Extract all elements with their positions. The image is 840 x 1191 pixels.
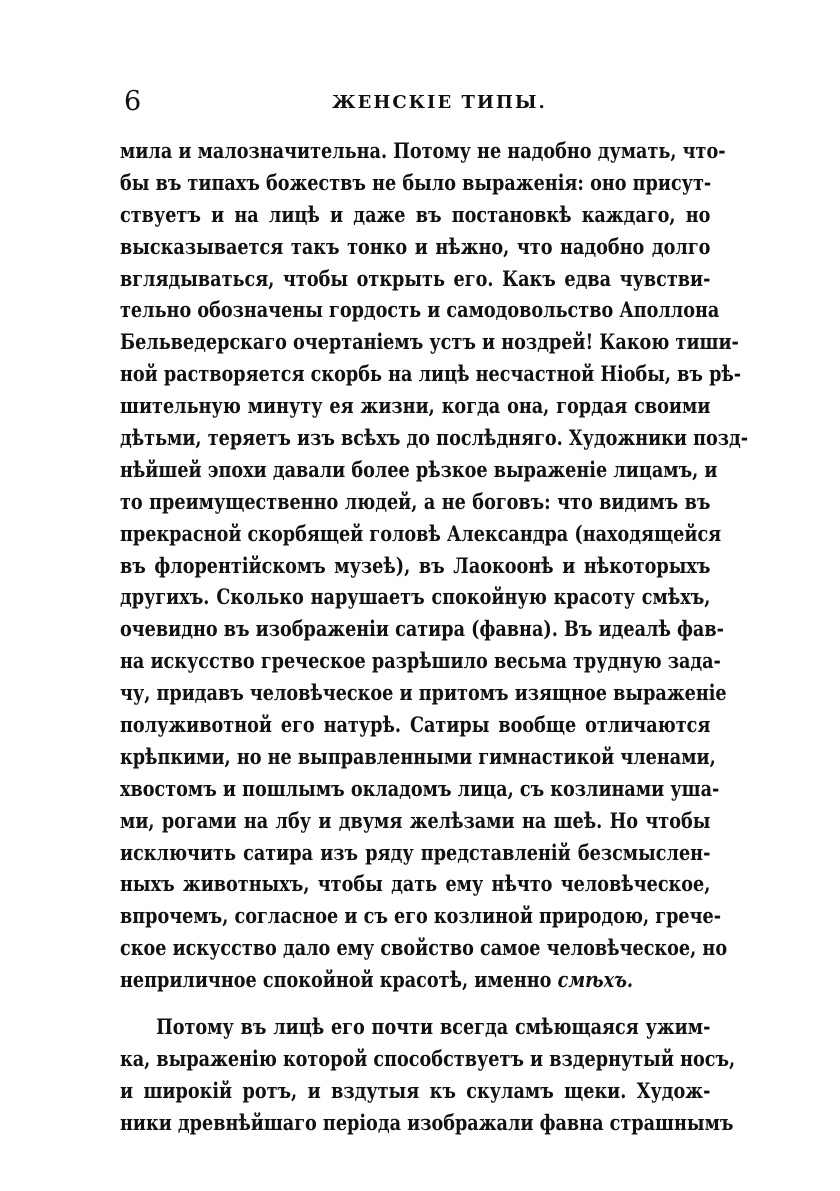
text-line: полуживотной его натурѣ. Сатиры вообще отличаются <box>120 713 711 739</box>
text-line: ское искусство дало ему свойство самое человѣческое, но <box>120 936 728 962</box>
text-line: тельно обозначены гордость и самодовольство Аполлона <box>120 298 720 324</box>
text-line: ми, рогами на лбу и двумя желѣзами на шеѣ. Но чтобы <box>120 808 711 834</box>
text-line: и широкій ротъ, и вздутыя къ скуламъ щеки. Худож- <box>120 1078 711 1104</box>
text-line: бы въ типахъ божествъ не было выраженія: оно присут- <box>120 170 712 196</box>
text-line: мила и малозначительна. Потому не надобно думать, что- <box>120 139 726 164</box>
text-line: вглядываться, чтобы открыть его. Какъ едва чувстви- <box>120 266 711 292</box>
text-line: высказывается такъ тонко и нѣжно, что надобно долго <box>120 234 711 260</box>
text-line: хвостомъ и пошлымъ окладомъ лица, съ козлинами уша- <box>120 776 720 802</box>
text-line: другихъ. Сколько нарушаетъ спокойную красоту смѣхъ, <box>120 585 711 611</box>
text-line: ка, выраженію которой способствуетъ и вздернутый носъ, <box>120 1046 736 1072</box>
text-line: очевидно въ изображеніи сатира (фавна). Въ идеалѣ фав- <box>120 617 724 643</box>
emphasized-word: смѣхъ. <box>557 968 634 994</box>
body-text <box>120 136 749 1140</box>
text-line: впрочемъ, согласное и съ его козлиной природою, грече- <box>120 904 722 930</box>
text-line: въ флорентійскомъ музеѣ), въ Лаокоонѣ и нѣкоторыхъ <box>120 553 711 579</box>
text-line-indented: Потому въ лицѣ его почти всегда смѣющаяся ужим- <box>156 1015 711 1041</box>
text-line: прекрасной скорбящей головѣ Александра (находящейся <box>120 521 722 547</box>
page-header <box>120 82 710 122</box>
paragraph-2 <box>120 1012 736 1140</box>
text-line: исключить сатира изъ ряду представленій безсмыслен- <box>120 840 711 866</box>
text-line-final <box>120 965 710 997</box>
running-title: ЖЕНСКІЕ ТИПЫ. <box>332 92 547 113</box>
text-line: дѣтьми, теряетъ изъ всѣхъ до послѣдняго. Художники позд- <box>120 426 749 452</box>
text-line: на искусство греческое разрѣшило весьма трудную зада- <box>120 649 721 675</box>
text-line: шительную минуту ея жизни, когда она, гордая своими <box>120 394 711 420</box>
text-line: чу, придавъ человѣческое и притомъ изящное выраженіе <box>120 681 727 707</box>
final-line-text: неприличное спокойной красотѣ, именно <box>120 968 558 994</box>
text-line: Бельведерскаго очертаніемъ устъ и ноздрей! Какою тиши- <box>120 330 739 356</box>
text-line: то преимущественно людей, а не боговъ: что видимъ въ <box>120 489 711 515</box>
text-line: ной растворяется скорбь на лицѣ несчастной Ніобы, въ рѣ- <box>120 362 742 388</box>
paragraph-gap <box>120 997 710 1012</box>
text-line: нѣйшей эпохи давали более рѣзкое выраженіе лицамъ, и <box>120 457 718 483</box>
text-line: крѣпкими, но не выправленными гимнастикой членами, <box>120 744 716 770</box>
text-line: ствуетъ и на лицѣ и даже въ постановкѣ каждаго, но <box>120 202 711 228</box>
text-line: ники древнѣйшаго періода изображали фавна страшнымъ <box>120 1110 734 1136</box>
text-line: ныхъ животныхъ, чтобы дать ему нѣчто человѣческое, <box>120 872 711 898</box>
page-number: 6 <box>124 86 142 117</box>
paragraph-1 <box>120 136 749 997</box>
